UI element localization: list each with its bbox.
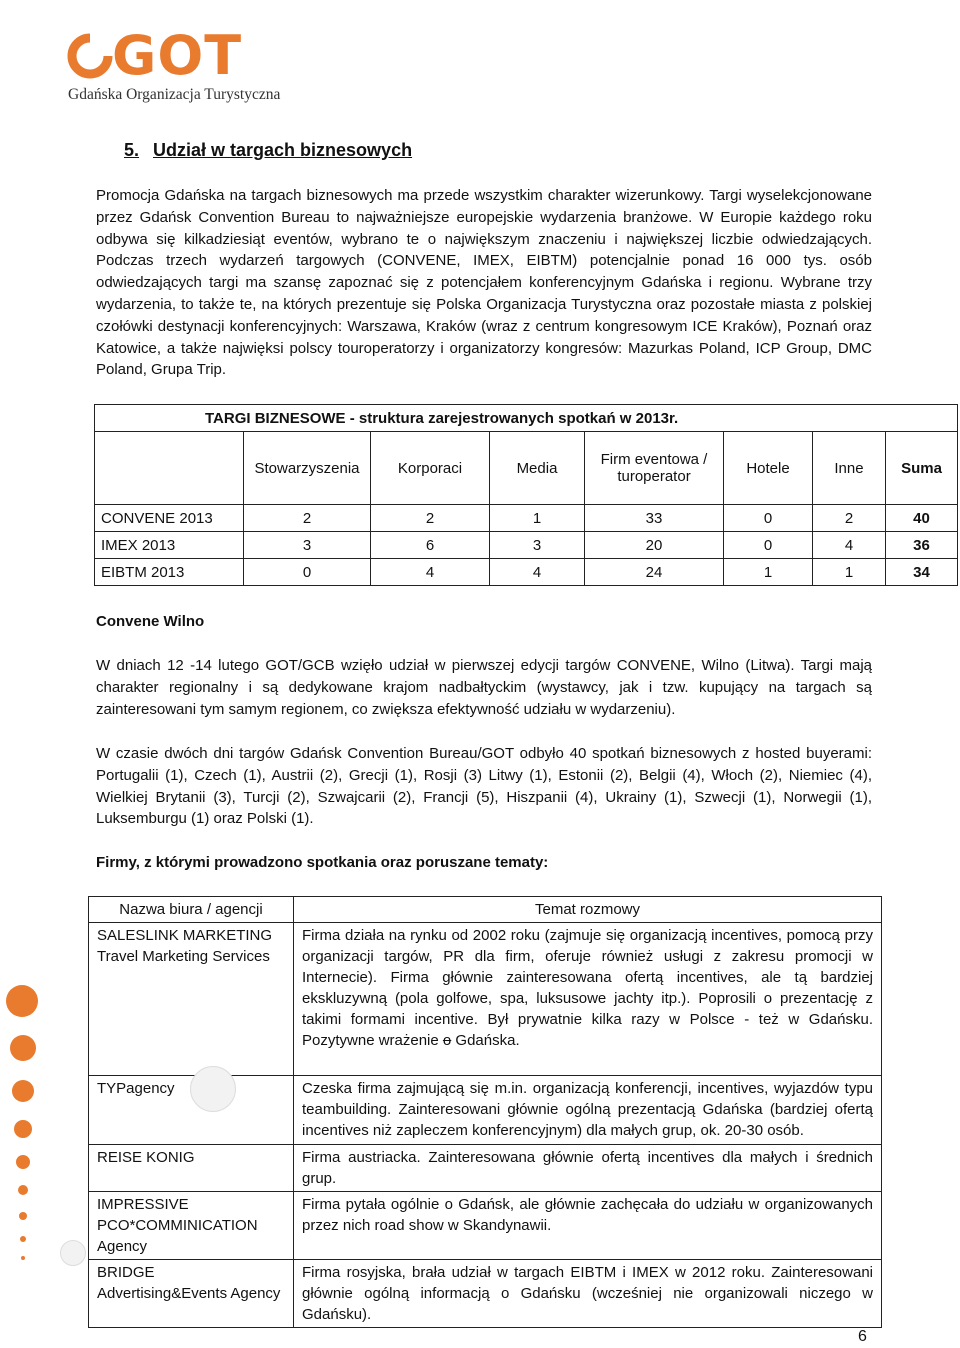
section-title xyxy=(124,140,412,161)
stats-cell: 4 xyxy=(490,559,585,586)
stats-cell: 1 xyxy=(813,559,886,586)
page-number: 6 xyxy=(858,1328,867,1345)
stats-cell: IMEX 2013 xyxy=(95,532,244,559)
decorative-dot xyxy=(19,1212,27,1220)
stats-cell: 20 xyxy=(585,532,724,559)
stats-header-cell xyxy=(95,432,244,505)
decorative-dot xyxy=(10,1035,36,1061)
stats-cell: 3 xyxy=(490,532,585,559)
firms-row xyxy=(89,923,882,1076)
section-number: 5. xyxy=(124,140,140,160)
decorative-dot xyxy=(21,1256,25,1260)
convene-paragraph-1: W dniach 12 -14 lutego GOT/GCB wzięło udział w pierwszej edycji targów CONVENE, Wilno (Litwa). Targi mają charakter regionalny i są dedykowane krajom nadbałtyckim (wystawcy, jak i tzw. kupujący na targach są zainteresowani tym samym regionem, co zwiększa efektywność udziału w wydarzeniu). xyxy=(96,657,872,718)
stats-header-row xyxy=(95,432,958,505)
stats-cell: 0 xyxy=(244,559,371,586)
stats-header-cell: Suma xyxy=(886,432,958,505)
stats-header-cell: Firm eventowa / turoperator xyxy=(585,432,724,505)
stats-cell: 24 xyxy=(585,559,724,586)
firms-header-row xyxy=(89,897,882,923)
firms-table xyxy=(88,896,882,1328)
firm-topic-text: Firma działa na rynku od 2002 roku (zajmuje się organizacją incentives, pomocą przy organizacji targów, PR dla firm, oferuje również usługi z zakresu promocji w Internecie). Firma głównie zainteresowana ofertą incentives, ale tą bardziej ekskluzywną (pola golfowe, spa, luksusowe jachty itp.). Poprosili o prezentację z takimi formami incentive. Był prywatnie kilka razy w Polsce - też w Gdańsku. Pozytywne wrażenie xyxy=(302,927,873,1049)
stats-cell: EIBTM 2013 xyxy=(95,559,244,586)
convene-heading: Convene Wilno xyxy=(96,613,205,630)
stats-cell: 4 xyxy=(813,532,886,559)
decorative-dot xyxy=(12,1080,34,1102)
decorative-dot xyxy=(20,1236,26,1242)
decorative-dot xyxy=(6,985,38,1017)
firm-name: TYPagency xyxy=(89,1076,294,1145)
firm-name: REISE KONIG xyxy=(89,1145,294,1192)
got-logo xyxy=(66,24,281,108)
firm-topic: Czeska firma zajmującą się m.in. organizacją konferencji, incentives, wyjazdów typu teambuilding. Zainteresowani głównie ogólną prezentacją Gdańska (bardziej ofertą incentives niż zapleczem konferencyjnym) dla małych grup, ok. 20-30 osób. xyxy=(294,1076,882,1145)
stats-header-cell: Inne xyxy=(813,432,886,505)
decorative-dot xyxy=(16,1155,30,1169)
decorative-dot xyxy=(18,1185,28,1195)
stats-cell: 2 xyxy=(244,505,371,532)
stats-cell: 3 xyxy=(244,532,371,559)
stats-row xyxy=(95,559,958,586)
firm-topic-struck: o xyxy=(442,1032,452,1049)
section-title-text: Udział w targach biznesowych xyxy=(153,140,413,160)
firms-row xyxy=(89,1192,882,1260)
decorative-dot xyxy=(190,1066,236,1112)
stats-cell: 40 xyxy=(886,505,958,532)
stats-cell: 0 xyxy=(724,532,813,559)
stats-row xyxy=(95,532,958,559)
stats-header-cell: Stowarzyszenia xyxy=(244,432,371,505)
firms-row xyxy=(89,1260,882,1328)
logo-subtitle: Gdańska Organizacja Turystyczna xyxy=(68,86,281,103)
decorative-dot xyxy=(14,1120,32,1138)
convene-paragraph-2: W czasie dwóch dni targów Gdańsk Convention Bureau/GOT odbyło 40 spotkań biznesowych z hosted buyerami: Portugalii (1), Czech (1), Austrii (2), Grecji (1), Rosji (3) Litwy (1), Estonii (2), Belgii (4), Włoch (2), Niemiec (4), Wielkiej Brytanii (3), Turcji (2), Szwajcarii (2), Francji (5), Hiszpanii (4), Ukrainy (1), Szwecji (1), Norwegii (1), Luksemburgu (1) oraz Polski (1). xyxy=(96,745,872,828)
stats-cell: 2 xyxy=(371,505,490,532)
firm-topic: Firma rosyjska, brała udział w targach EIBTM i IMEX w 2012 roku. Zainteresowani głównie ogólną informacją o Gdańsku (wcześniej nie organizowali niczego w Gdańsku). xyxy=(294,1260,882,1328)
stats-cell: 1 xyxy=(490,505,585,532)
stats-cell: 2 xyxy=(813,505,886,532)
stats-cell: 0 xyxy=(724,505,813,532)
stats-header-cell: Hotele xyxy=(724,432,813,505)
stats-cell: 1 xyxy=(724,559,813,586)
firm-topic: Firma austriacka. Zainteresowana głównie ofertą incentives dla małych i średnich grup. xyxy=(294,1145,882,1192)
stats-cell: 36 xyxy=(886,532,958,559)
stats-cell: 6 xyxy=(371,532,490,559)
stats-cell: CONVENE 2013 xyxy=(95,505,244,532)
intro-paragraph: Promocja Gdańska na targach biznesowych ma przede wszystkim charakter wizerunkowy. Targi wyselekcjonowane przez Gdańsk Convention Bureau to najważniejsze europejskie wydarzenia branżowe. W Europie każdego roku odbywa się kilkadziesiąt eventów, wybrano te o największym znaczeniu i największej liczbie odwiedzających. Podczas trzech wydarzeń targowych (CONVENE, IMEX, EIBTM) potencjalnie ponad 16 000 tys. osób odwiedzających targi ma szansę zapoznać się z potencjałem konferencyjnym Gdańska i regionu. Wybrane trzy wydarzenia, to także te, na których prezentuje się Polska Organizacja Turystyczna oraz pozostałe miasta z polskiej czołówki destynacji konferencyjnych: Warszawa, Kraków (wraz z centrum kongresowym ICE Kraków), Poznań oraz Katowice, a także najwięksi polscy touroperatorzy i organizatorzy kongresów: Mazurkas Poland, ICP Group, DMC Poland, Grupa Trip. xyxy=(96,187,872,379)
stats-row xyxy=(95,505,958,532)
firms-header-cell: Nazwa biura / agencji xyxy=(89,897,294,923)
firm-name: BRIDGE Advertising&Events Agency xyxy=(89,1260,294,1328)
firm-name: IMPRESSIVE PCO*COMMINICATION Agency xyxy=(89,1192,294,1260)
stats-caption: TARGI BIZNESOWE - struktura zarejestrowanych spotkań w 2013r. xyxy=(95,405,958,432)
stats-cell: 33 xyxy=(585,505,724,532)
stats-cell: 4 xyxy=(371,559,490,586)
firm-name: SALESLINK MARKETING Travel Marketing Services xyxy=(89,923,294,1076)
logo-mark-icon xyxy=(66,32,114,82)
stats-table xyxy=(94,404,958,586)
firm-topic-end: Gdańska. xyxy=(451,1032,520,1049)
decorative-dot xyxy=(60,1240,86,1266)
firm-topic xyxy=(294,923,882,1076)
firms-row xyxy=(89,1145,882,1192)
firms-header-cell: Temat rozmowy xyxy=(294,897,882,923)
stats-header-cell: Media xyxy=(490,432,585,505)
logo-word: GOT xyxy=(112,24,243,87)
stats-cell: 34 xyxy=(886,559,958,586)
firms-heading: Firmy, z którymi prowadzono spotkania oraz poruszane tematy: xyxy=(96,854,549,871)
firm-topic: Firma pytała ogólnie o Gdańsk, ale głównie zachęcała do udziału w organizowanych przez nich road show w Skandynawii. xyxy=(294,1192,882,1260)
stats-header-cell: Korporaci xyxy=(371,432,490,505)
